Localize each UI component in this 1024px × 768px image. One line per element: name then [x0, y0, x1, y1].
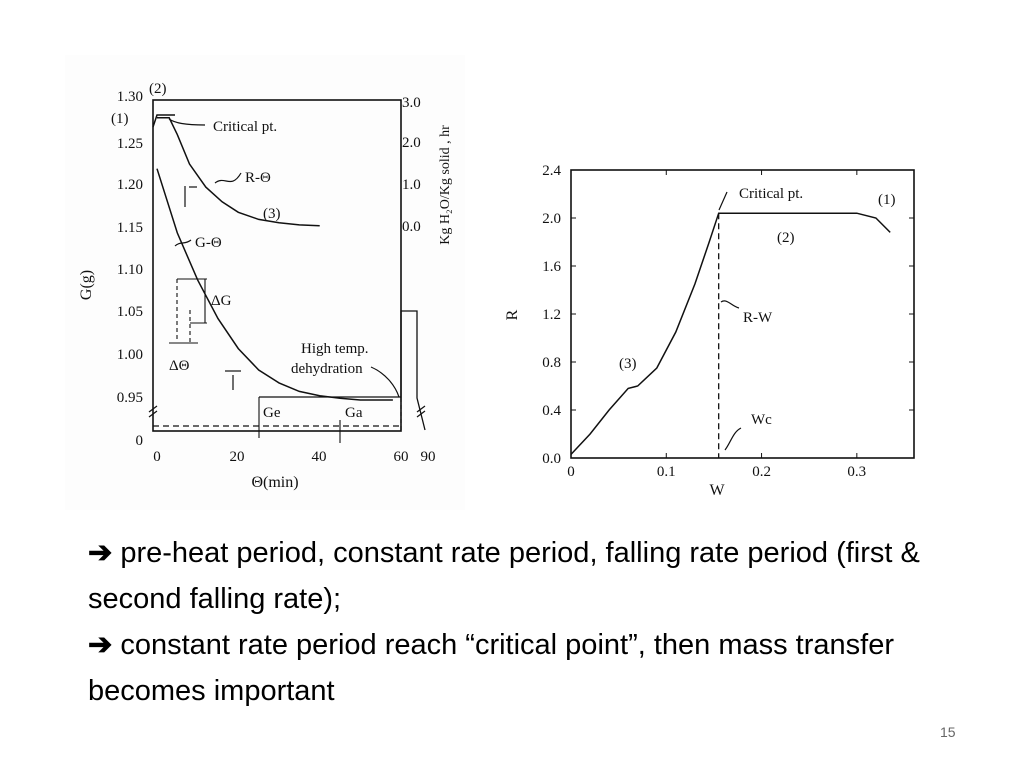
y2-axis-label: Kg H₂O/Kg solid , hr [438, 125, 453, 245]
x-tick: 0.2 [752, 464, 771, 480]
wc-label: Wc [751, 412, 772, 428]
x-tick: 0.3 [847, 464, 867, 480]
label-2: (2) [777, 230, 795, 246]
x-tick: 40 [311, 449, 327, 465]
caption-line-2 [88, 622, 968, 714]
x-axis-label: W [709, 482, 725, 499]
y-tick: 1.30 [116, 89, 143, 105]
ge-label: Ge [263, 405, 281, 421]
r-w-label: R-W [743, 310, 773, 326]
y2-tick: 0.0 [402, 219, 421, 235]
label-3: (3) [263, 206, 281, 222]
arrow-right-icon: ➔ [88, 629, 113, 661]
y-tick: 1.00 [116, 347, 143, 363]
y-tick: 0.4 [542, 403, 561, 419]
x-tick: 90 [420, 449, 436, 465]
chart-g-theta-svg [65, 55, 465, 510]
label-3: (3) [619, 356, 637, 372]
series-line-r-w [571, 213, 890, 454]
x-tick: 0 [567, 464, 575, 480]
x-axis-label: Θ(min) [251, 474, 299, 491]
slide-number: 15 [940, 724, 956, 740]
y-axis-label: R [504, 309, 521, 321]
y2-tick: 2.0 [402, 135, 421, 151]
dehydration-label: dehydration [291, 361, 363, 377]
arrow-right-icon: ➔ [88, 537, 113, 569]
figure-g-theta [65, 55, 465, 510]
axis-break-marks [149, 406, 425, 417]
y-tick: 1.15 [116, 220, 143, 236]
y-axis-label: G(g) [78, 269, 95, 301]
y-tick: 1.2 [542, 307, 561, 323]
y2-tick: 3.0 [402, 95, 421, 111]
figure-r-w [495, 150, 935, 510]
label-2: (2) [149, 81, 167, 97]
y-tick: 0 [135, 433, 143, 449]
delta-construction [169, 279, 207, 343]
y-tick: 0.0 [542, 451, 561, 467]
x-tick: 0.1 [656, 464, 676, 480]
ga-label: Ga [345, 405, 363, 421]
x-tick: 20 [229, 449, 245, 465]
dehydration-step-line [401, 311, 425, 430]
caption-line-1 [88, 530, 968, 622]
y-tick: 1.20 [116, 177, 143, 193]
y-tick: 1.10 [116, 262, 143, 278]
caption-text-2: constant rate period reach “critical point”, then mass transfer becomes important [88, 629, 894, 707]
y-tick: 1.05 [116, 304, 143, 320]
high-temp-label: High temp. [301, 341, 369, 357]
y-tick: 2.0 [542, 211, 561, 227]
label-1: (1) [111, 111, 129, 127]
g-theta-label: G-Θ [195, 235, 222, 251]
critical-pt-label: Critical pt. [739, 186, 804, 202]
chart-r-w-svg [495, 150, 935, 510]
label-1: (1) [878, 192, 896, 208]
r-theta-label: R-Θ [245, 170, 271, 186]
delta-theta-label: ΔΘ [169, 358, 190, 374]
y-tick: 0.8 [542, 355, 561, 371]
y-tick: 0.95 [116, 390, 143, 406]
critical-pt-label: Critical pt. [213, 119, 278, 135]
y-tick: 1.6 [542, 259, 561, 275]
annotation-pointers [719, 192, 741, 450]
caption-text-1: pre-heat period, constant rate period, falling rate period (first & second falling rate); [88, 537, 920, 615]
y-tick: 1.25 [116, 136, 143, 152]
y-tick: 2.4 [542, 163, 561, 179]
x-tick: 60 [393, 449, 409, 465]
delta-g-label: ΔG [211, 293, 232, 309]
x-tick: 0 [153, 449, 161, 465]
y2-tick: 1.0 [402, 177, 421, 193]
